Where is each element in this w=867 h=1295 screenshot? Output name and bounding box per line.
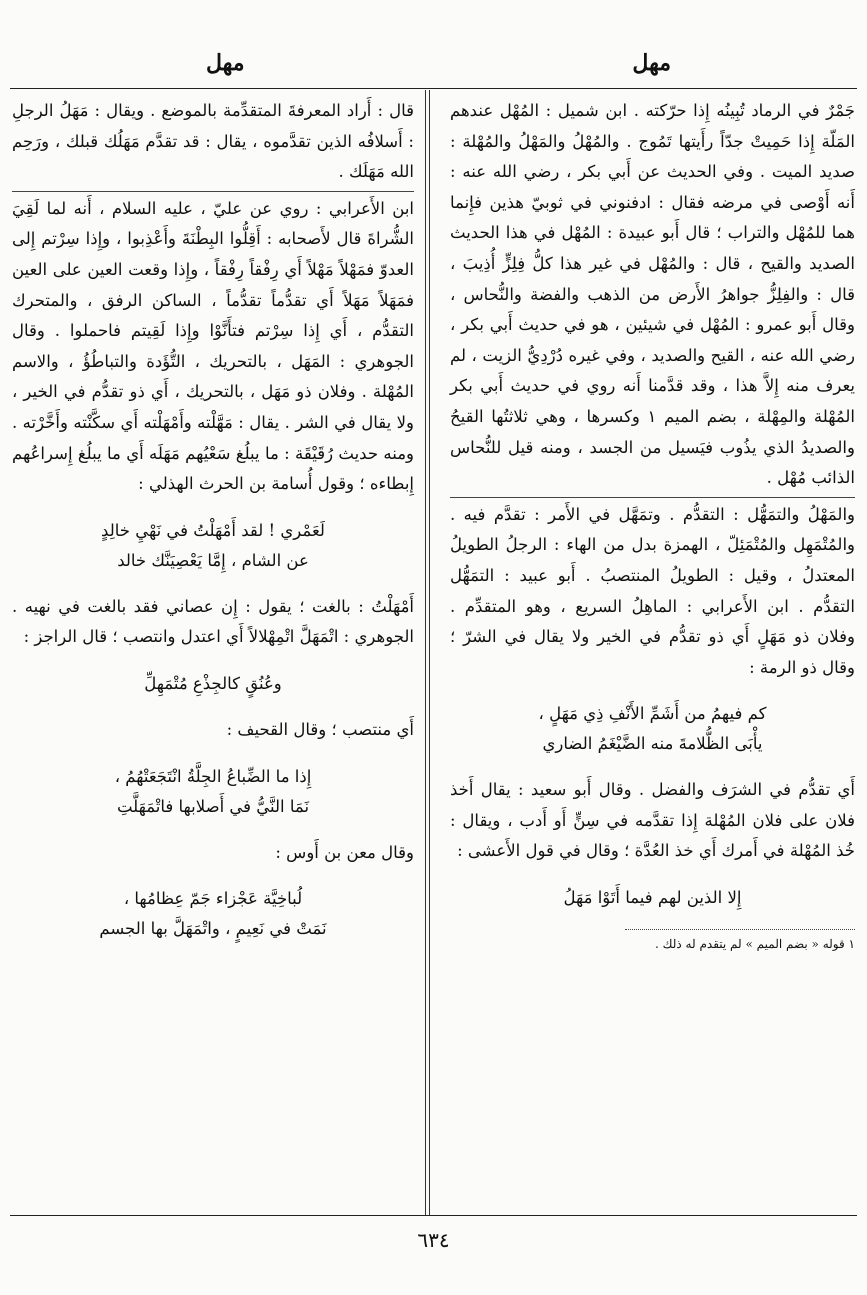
verse-line: نَمَتْ في نَعِيمٍ ، واتْمَهَلَّ بها الجسم <box>99 919 327 939</box>
left-verse-4 <box>12 884 414 944</box>
verse-line: لُباخِيَّة عَجْزاء جَمّ عِظامُها ، <box>123 889 303 909</box>
verse-line: إِذا ما الضِّباعُ الجِلَّةُ انْتَجَعَتْهُمُ ، <box>114 766 312 786</box>
left-column <box>12 96 414 960</box>
left-verse-3 <box>12 762 414 822</box>
left-paragraph-5: وقال معن بن أَوس : <box>275 842 414 862</box>
right-paragraph-1: جَمْرٌ في الرماد تُبِينُه إِذا حرّكته . ابن شميل : المُهْل عندهم المَلّة إِذا حَمِيتْ جدّاً رأَيتها تَمُوج . والمُهْلُ والمَهْلُ والمُهْلة : صديد الميت . وفي الحديث عن أَبي بكر ، رضي الله عنه : أَنه أَوْصى في مرضه فقال : ادفنوني في ثوبيّ هذين فإِنما هما للمُهْل والتراب ؛ قال أَبو عبيدة : المُهْل في هذا الحديث الصديد والقيح ، قال : والمُهْل في غير هذا كلُّ فِلِزٍّ أُذِيبَ ، قال : والفِلِزُّ جواهرُ الأَرض من الذهب والفضة والنُّحاس ، وقال أَبو عمرو : المُهْل في شيئين ، هو في حديث أَبي بكر ، رضي الله عنه ، القيح والصديد ، وفي غيره دُرْدِيُّ الزيت ، لم يعرف منه إِلاَّ هذا ، وقد قدَّمنا أَنه روي في حديث أَبي بكر المُهْلة والمِهْلة ، بضم الميم ١ وكسرها ، وهي ثلاثتُها القيحُ والصديدُ الذي يذُوب فيَسيل من الجسد ، ومنه قيل للنُّحاس الذائب مُهْل . <box>450 101 855 488</box>
right-column <box>450 96 855 954</box>
right-paragraph-3: أَي تقدُّم في الشرَف والفضل . وقال أَبو سعيد : يقال أَخذ فلان على فلان المُهْلة إِذا تقدَّمه في سِنٍّ أَو أَدب ، ويقال : خُذ المُهْلة في أَمرك أَي خذ العُدَّة ؛ وقال في قول الأَعشى : <box>450 780 855 861</box>
footnote: ١ قوله « بضم الميم » لم يتقدم له ذلك . <box>655 937 855 952</box>
footnote-rule <box>625 929 855 930</box>
verse-line: نَمَا النَّيُّ في أَصلابها فاتْمَهَلَّتِ <box>116 796 310 816</box>
column-divider-inner <box>429 90 430 1215</box>
verse-line: عن الشام ، إِمَّا يَعْصِيَنَّك خالد <box>117 550 309 570</box>
left-paragraph-2: ابن الأَعرابي : روي عن عليّ ، عليه السلام ، أَنه لما لَقِيَ الشُّراةَ قال لأَصحابه : أَقِلُّوا البِطْنَةَ وأَعْذِبوا ، وإِذا سِرْتم إِلى العدوّ فمَهْلاً مَهْلاً أَي رِفْقاً رِفْقاً ، وإِذا وقعت العين على العين فمَهَلاً مَهَلاً أَي تقدُّماً تقدُّماً ، الساكن الرفق ، والمتحرك التقدُّم ، أَي إِذا سِرْتم فتأَنَّوْا وإِذا لَقِيتم فاحملوا . وقال الجوهري : المَهَل ، بالتحريك ، التُّؤَدة والتباطُؤُ ، والاسم المُهْلة . وفلان ذو مَهَل ، بالتحريك ، أَي ذو تقدُّم في الخير ، ولا يقال في الشر . يقال : مَهَّلْته وأَمْهَلْته أَي سكَّنْته وأَخَّرْته . ومنه حديث رُقَيْقَة : ما يبلُغ سَعْيُهم مَهَلَه أَي ما يبلُغ إِسراعُهم إِبطاءه ؛ وقول أُسامة بن الحرث الهذلي : <box>12 191 414 500</box>
left-paragraph-4: أَي منتصب ؛ وقال القحيف : <box>226 719 414 739</box>
page-header-left: مهل <box>206 50 245 76</box>
right-paragraph-2: والمَهْلُ والتمَهُّل : التقدُّم . وتمَهَّل في الأَمر : تقدَّم فيه . والمُتْمَهِل والمُتْمَئِلّ ، الهمزة بدل من الهاء : الرجلُ الطويلُ المعتدلُ ، وقيل : الطويلُ المنتصبُ . أَبو عبيد : التمَهُّل التقدُّم . ابن الأَعرابي : الماهِلُ السريع ، وهو المتقدِّم . وفلان ذو مَهَلٍ أَي ذو تقدُّم في الخير ولا يقال في الشرّ ؛ وقال ذو الرمة : <box>450 497 855 684</box>
left-verse-1 <box>12 516 414 576</box>
verse-line: يأْبَى الظُّلامةَ منه الضَّيْغَمُ الضاري <box>542 734 763 754</box>
verse-line: كم فيهمُ من أَشَمِّ الأَنْفِ ذِي مَهَلٍ ، <box>538 704 767 724</box>
top-rule <box>10 88 857 89</box>
bottom-rule <box>10 1215 857 1216</box>
left-paragraph-3: أَمْهَلْتُ : بالغت ؛ يقول : إِن عصاني فقد بالغت في نهيه . الجوهري : اتْمَهَلَّ اتْمِهْلالاً أَي اعتدل وانتصب ؛ قال الراجز : <box>12 596 414 647</box>
right-verse-2 <box>450 883 855 913</box>
left-paragraph-1: قال : أَراد المعرفةَ المتقدِّمة بالموضع . ويقال : مَهَلُ الرجلِ : أَسلافُه الذين تقدَّموه ، يقال : قد تقدَّم مَهَلُك قبلك ، ورَحِم الله مَهَلَك . <box>12 101 414 182</box>
page-header-right: مهل <box>632 50 671 76</box>
verse-line: لَعَمْري ! لقد أَمْهَلْتُ في نَهْيِ خالِدٍ <box>101 520 325 540</box>
verse-line: إِلا الذين لهم فيما أَتَوْا مَهَلُ <box>563 888 742 908</box>
column-divider <box>425 90 426 1215</box>
verse-line: وعُنُقٍ كالجِذْعِ مُتْمَهِلِّ <box>144 673 282 693</box>
left-verse-2 <box>12 669 414 699</box>
right-verse-1 <box>450 699 855 759</box>
page-number: ٦٣٤ <box>417 1228 450 1252</box>
